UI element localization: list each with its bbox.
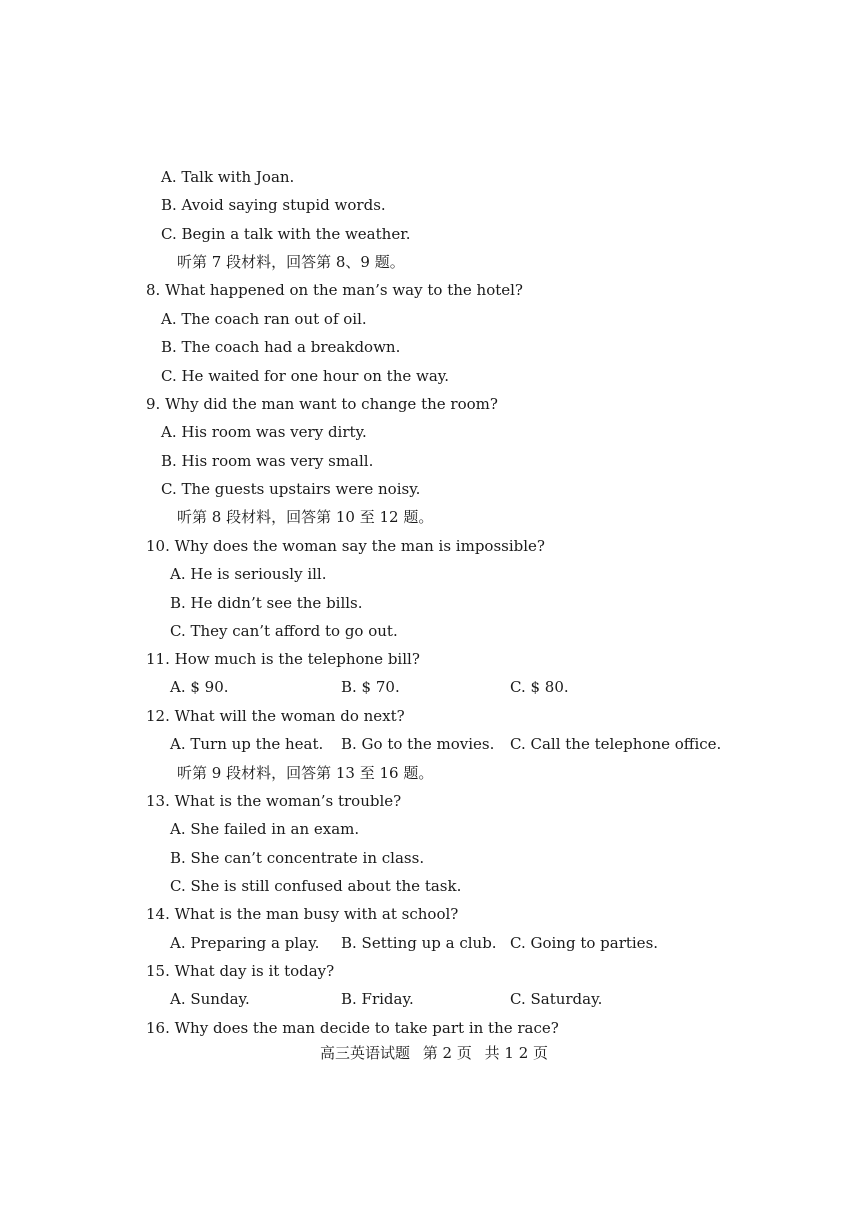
question-10-option-b: B. He didn’t see the bills. bbox=[170, 594, 363, 612]
question-9: 9. Why did the man want to change the room? bbox=[146, 395, 498, 413]
question-14-option-a: A. Preparing a play. bbox=[170, 934, 320, 952]
section-instruction-7: 听第 7 段材料，回答第 8、9 题。 bbox=[177, 253, 405, 271]
question-9-option-b: B. His room was very small. bbox=[161, 452, 374, 470]
question-8-option-b: B. The coach had a breakdown. bbox=[161, 338, 401, 356]
question-14-option-c: C. Going to parties. bbox=[510, 934, 659, 952]
question-13-option-b: B. She can’t concentrate in class. bbox=[170, 849, 425, 867]
section-instruction-8: 听第 8 段材料，回答第 10 至 12 题。 bbox=[177, 508, 434, 526]
option-a: A. Talk with Joan. bbox=[161, 168, 295, 186]
question-8: 8. What happened on the man’s way to the hotel? bbox=[146, 281, 523, 299]
question-10-option-c: C. They can’t afford to go out. bbox=[170, 622, 398, 640]
question-11-option-c: C. $ 80. bbox=[510, 678, 569, 696]
page-footer bbox=[0, 1043, 868, 1063]
footer-page-number: 第 2 页 bbox=[422, 1044, 472, 1062]
question-16: 16. Why does the man decide to take part in the race? bbox=[146, 1019, 559, 1037]
question-14-option-b: B. Setting up a club. bbox=[341, 934, 497, 952]
question-11-option-b: B. $ 70. bbox=[341, 678, 400, 696]
question-14: 14. What is the man busy with at school? bbox=[146, 905, 459, 923]
question-12-option-c: C. Call the telephone office. bbox=[510, 735, 722, 753]
question-15-option-b: B. Friday. bbox=[341, 990, 414, 1008]
footer-total-pages: 共 1 2 页 bbox=[484, 1044, 549, 1062]
footer-title: 高三英语试题 bbox=[319, 1044, 410, 1062]
question-12-option-b: B. Go to the movies. bbox=[341, 735, 495, 753]
question-11: 11. How much is the telephone bill? bbox=[146, 650, 420, 668]
option-c: C. Begin a talk with the weather. bbox=[161, 225, 411, 243]
question-15: 15. What day is it today? bbox=[146, 962, 335, 980]
section-instruction-9: 听第 9 段材料，回答第 13 至 16 题。 bbox=[177, 764, 434, 782]
option-b: B. Avoid saying stupid words. bbox=[161, 196, 386, 214]
question-12-option-a: A. Turn up the heat. bbox=[170, 735, 324, 753]
question-15-option-c: C. Saturday. bbox=[510, 990, 603, 1008]
question-12: 12. What will the woman do next? bbox=[146, 707, 405, 725]
question-10-option-a: A. He is seriously ill. bbox=[170, 565, 327, 583]
question-8-option-a: A. The coach ran out of oil. bbox=[161, 310, 367, 328]
question-8-option-c: C. He waited for one hour on the way. bbox=[161, 367, 450, 385]
question-13-option-c: C. She is still confused about the task. bbox=[170, 877, 462, 895]
question-13: 13. What is the woman’s trouble? bbox=[146, 792, 402, 810]
question-11-option-a: A. $ 90. bbox=[170, 678, 229, 696]
question-9-option-c: C. The guests upstairs were noisy. bbox=[161, 480, 421, 498]
question-15-option-a: A. Sunday. bbox=[170, 990, 250, 1008]
question-9-option-a: A. His room was very dirty. bbox=[161, 423, 367, 441]
question-10: 10. Why does the woman say the man is impossible? bbox=[146, 537, 545, 555]
question-13-option-a: A. She failed in an exam. bbox=[170, 820, 360, 838]
